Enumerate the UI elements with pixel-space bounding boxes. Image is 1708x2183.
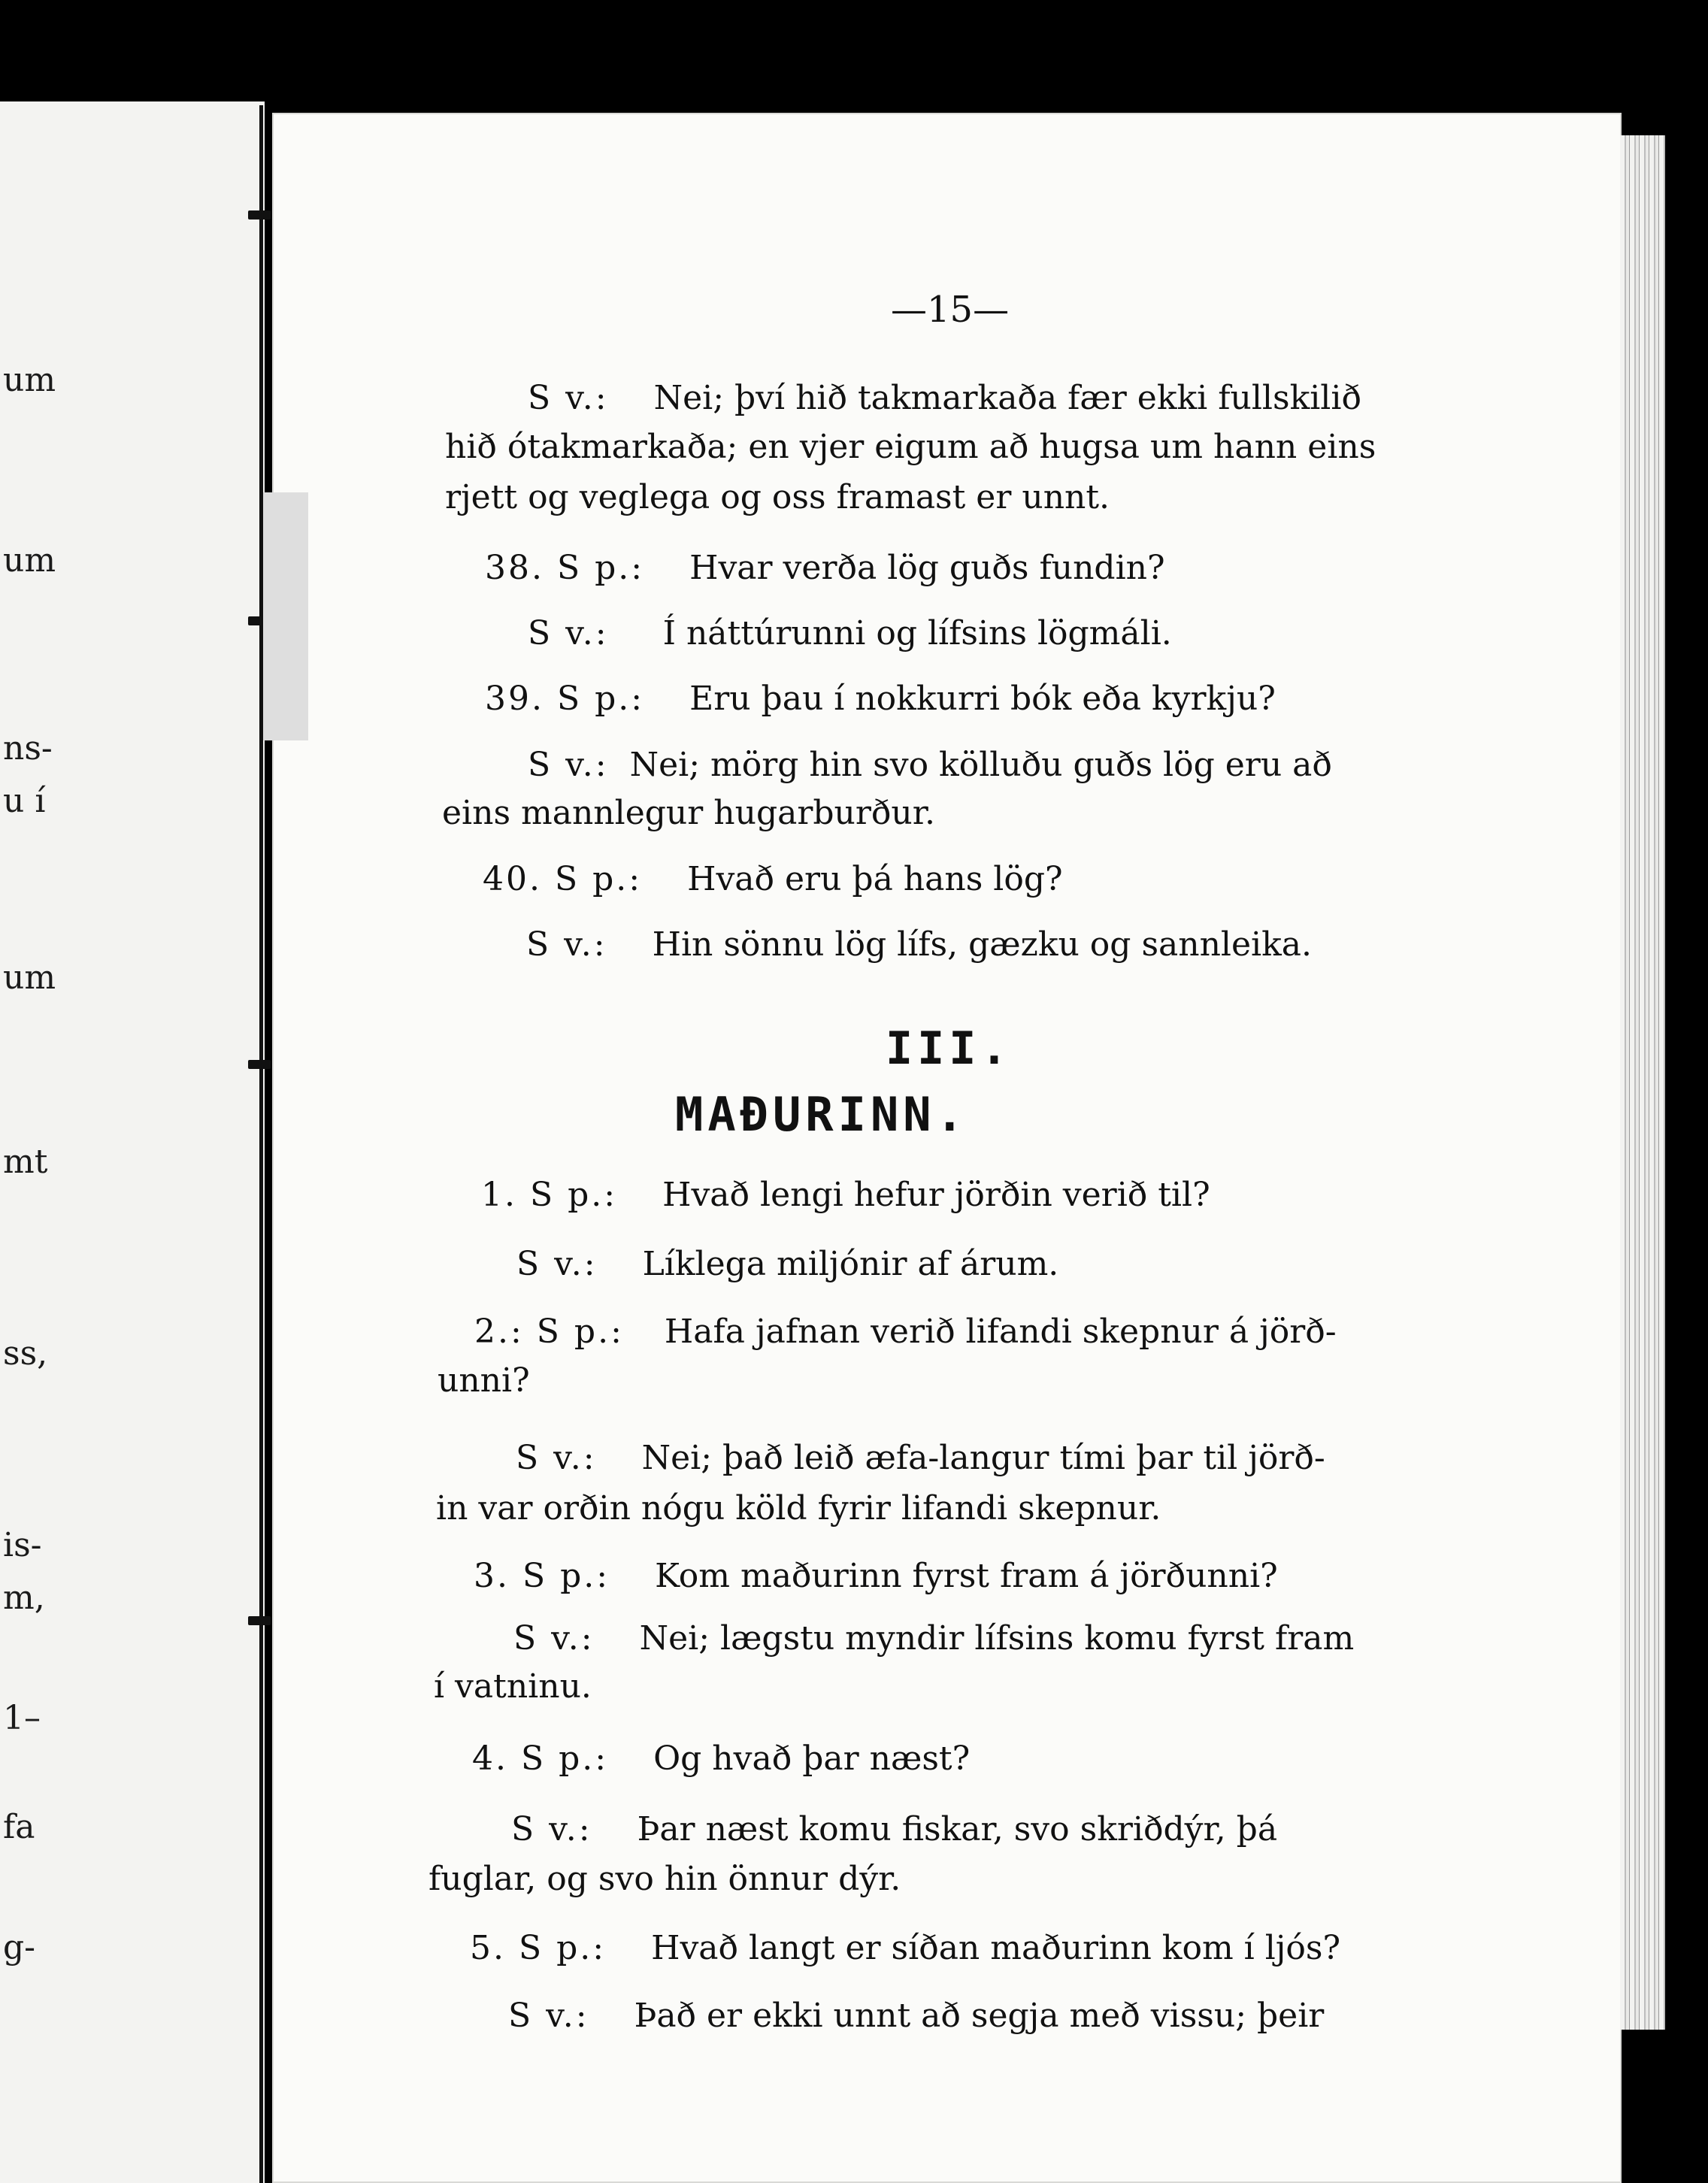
section-number: III. xyxy=(886,1022,1013,1075)
previous-page-fragment: mt xyxy=(3,1143,48,1181)
text-line: rjett og veglega og oss framast er unnt. xyxy=(445,478,1110,516)
question-line: 38. S p.: Hvar verða lög guðs fundin? xyxy=(485,549,1165,587)
text-line: í vatninu. xyxy=(434,1667,592,1706)
previous-page-fragment: u í xyxy=(3,782,46,820)
answer-line: S v.: Nei; lægstu myndir lífsins komu fyrst fram xyxy=(513,1619,1355,1658)
text-line: fuglar, og svo hin önnur dýr. xyxy=(429,1860,901,1898)
question-line: 2.: S p.: Hafa jafnan verið lifandi skepnur á jörð- xyxy=(474,1313,1337,1351)
answer-line: S v.: Það er ekki unnt að segja með vissu; þeir xyxy=(508,1997,1325,2035)
text-line: unni? xyxy=(438,1361,530,1400)
question-line: 4. S p.: Og hvað þar næst? xyxy=(472,1739,971,1778)
answer-line: S v.: Nei; það leið æfa-langur tími þar til jörð- xyxy=(516,1439,1325,1477)
page-number: —15— xyxy=(891,289,1010,331)
answer-line: S v.: Í náttúrunni og lífsins lögmáli. xyxy=(528,614,1172,652)
text-line: in var orðin nógu köld fyrir lifandi skepnur. xyxy=(436,1489,1161,1527)
text-line: S v.: Nei; því hið takmarkaða fær ekki fullskilið xyxy=(528,379,1361,417)
previous-page-fragment: is- xyxy=(3,1526,42,1564)
previous-page-fragment: fa xyxy=(3,1808,35,1846)
previous-page-fragment: um xyxy=(3,541,56,580)
previous-page-fragment: 1– xyxy=(3,1699,41,1737)
previous-page-fragment: g- xyxy=(3,1928,36,1967)
section-title: MAÐURINN. xyxy=(675,1087,968,1142)
question-line: 3. S p.: Kom maðurinn fyrst fram á jörðunni? xyxy=(474,1557,1278,1595)
text-line: eins mannlegur hugarburður. xyxy=(442,794,935,832)
previous-page-fragment: um xyxy=(3,958,56,997)
answer-line: S v.: Líklega miljónir af árum. xyxy=(516,1245,1059,1283)
text-line: hið ótakmarkaða; en vjer eigum að hugsa um hann eins xyxy=(445,428,1376,466)
previous-page-fragment: m, xyxy=(3,1579,45,1617)
previous-page-fragment: ns- xyxy=(3,729,53,768)
question-line: 1. S p.: Hvað lengi hefur jörðin verið til? xyxy=(481,1176,1210,1214)
question-line: 39. S p.: Eru þau í nokkurri bók eða kyrkju? xyxy=(485,680,1276,718)
question-line: 40. S p.: Hvað eru þá hans lög? xyxy=(483,860,1063,898)
answer-line: S v.: Hin sönnu lög lífs, gæzku og sannleika. xyxy=(526,925,1312,964)
question-line: 5. S p.: Hvað langt er síðan maðurinn kom í ljós? xyxy=(470,1929,1341,1967)
previous-page-fragment: ss, xyxy=(3,1334,48,1373)
answer-line: S v.: Nei; mörg hin svo kölluðu guðs lög eru að xyxy=(528,746,1332,784)
previous-page-fragment: um xyxy=(3,361,56,399)
answer-line: S v.: Þar næst komu fiskar, svo skriðdýr, þá xyxy=(511,1810,1278,1848)
